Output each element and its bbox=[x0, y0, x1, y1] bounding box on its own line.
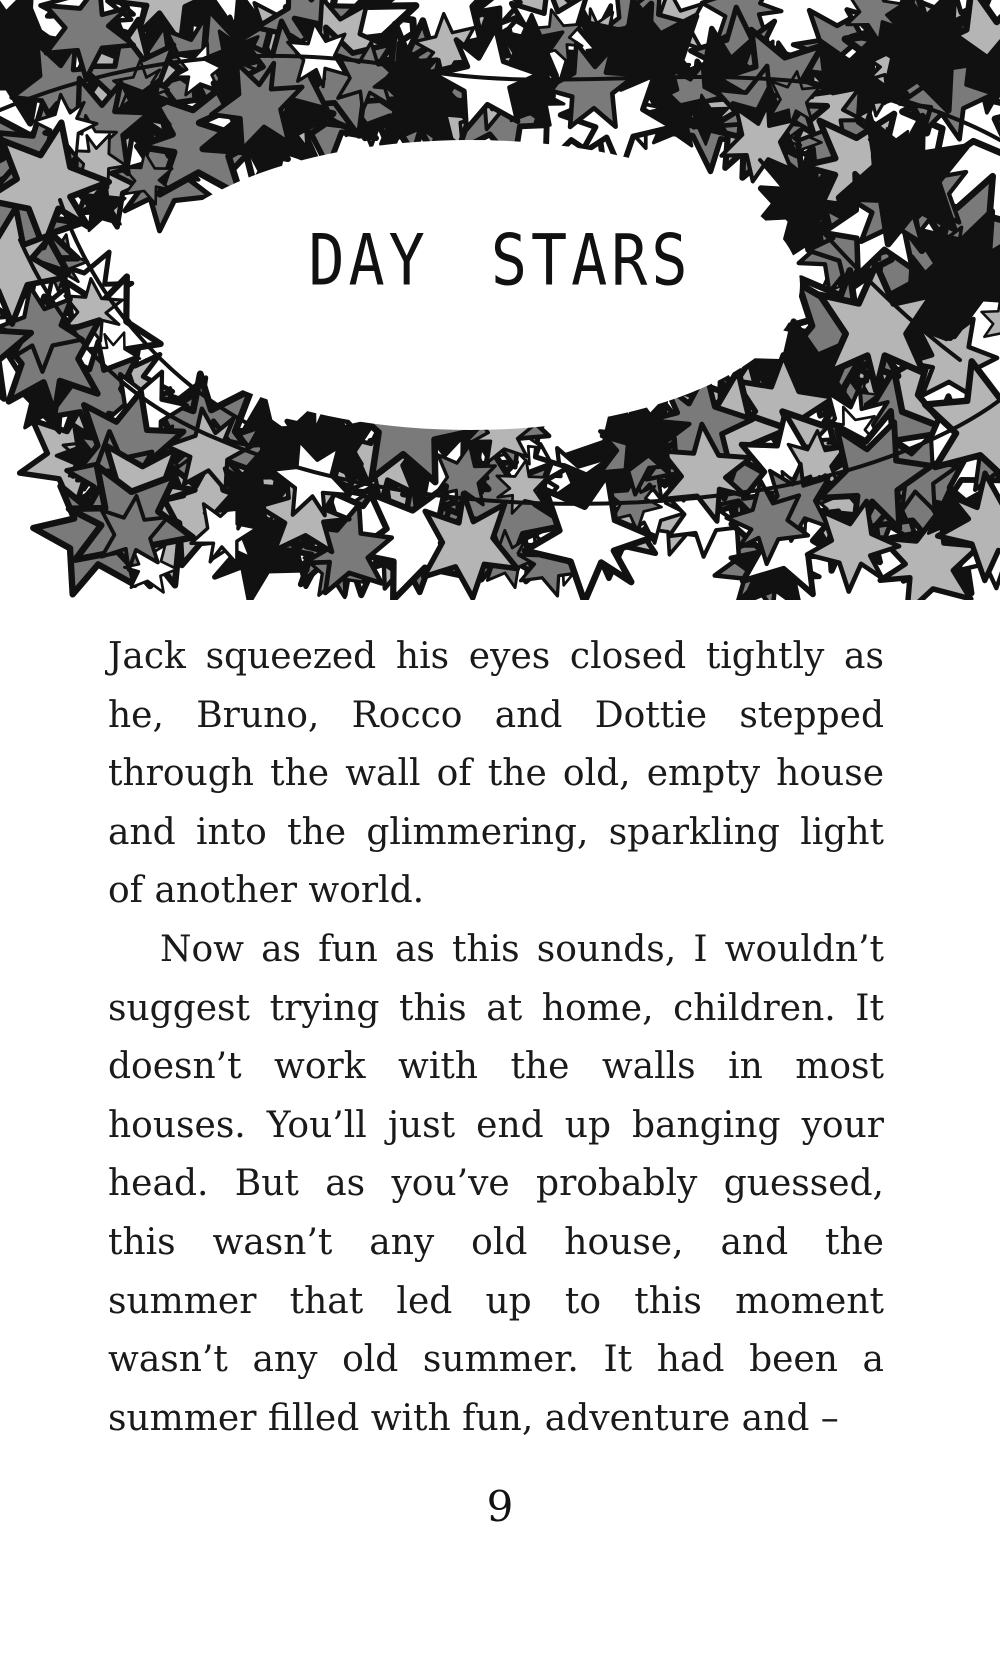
page-number: 9 bbox=[486, 1482, 514, 1531]
chapter-title: DAY STARS bbox=[308, 219, 692, 303]
chapter-body bbox=[108, 628, 884, 1448]
paragraph-1: Jack squeezed his eyes closed tightly as he, Bruno, Rocco and Dottie stepped through the wall of the old, empty house and into the glimmering, sparkling light of another world. bbox=[108, 636, 884, 912]
paragraph-2: Now as fun as this sounds, I wouldn’t suggest trying this at home, children. It doesn’t work with the walls in most houses. You’ll just end up banging your head. But as you’ve probably guessed, this wasn’t any old house, and the summer that led up to this moment wasn’t any old summer. It had been a summer filled with fun, adventure and – bbox=[108, 928, 884, 1439]
